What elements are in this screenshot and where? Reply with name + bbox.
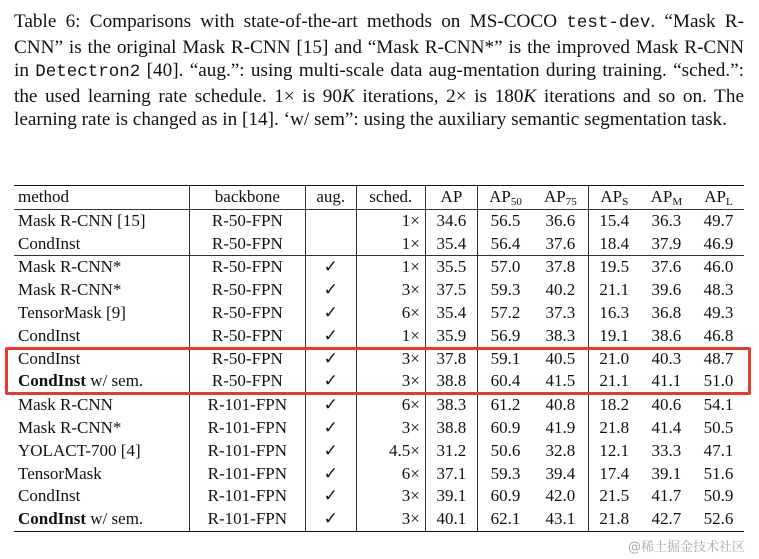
table-row (14, 209, 744, 232)
cell-ap75: 36.6 (533, 209, 588, 232)
cell-sched: 1× (356, 209, 425, 232)
cell-backbone: R-101-FPN (189, 485, 305, 508)
cell-aps: 17.4 (599, 463, 630, 483)
cell-apm: 42.7 (651, 509, 682, 529)
cell-ap75: 32.8 (533, 440, 588, 463)
watermark: @稀土掘金技术社区 (627, 540, 745, 555)
header-backbone: backbone (189, 186, 305, 210)
cell-aps: 21.1 (599, 371, 630, 391)
cell-apm: 33.3 (651, 440, 682, 460)
cell-ap75: 40.5 (533, 348, 588, 371)
cell-aps: 15.4 (599, 210, 630, 230)
cell-method: Mask R-CNN* (14, 256, 189, 279)
cell-method: TensorMask [9] (14, 302, 189, 325)
cell-sched: 6× (356, 463, 425, 486)
caption-k-1: K (341, 85, 355, 107)
caption-text-2: . “Mask R-CNN” is the original Mask R-CNN [15] and “Mask R-CNN*” is the improved Mask R-CNN in (14, 11, 744, 81)
cell-ap75: 41.9 (533, 417, 588, 440)
cell-sched: 6× (356, 302, 425, 325)
cell-backbone: R-50-FPN (189, 209, 305, 232)
cell-ap: 35.9 (425, 325, 477, 348)
cell-sched: 3× (356, 370, 425, 393)
caption-text-1: Table 6: Comparisons with state-of-the-art methods on MS-COCO (14, 11, 567, 32)
cell-ap50: 59.3 (490, 463, 521, 483)
cell-sched: 3× (356, 508, 425, 531)
cell-backbone: R-101-FPN (189, 463, 305, 486)
cell-ap50: 57.0 (490, 257, 521, 277)
cell-apl: 50.5 (703, 417, 734, 437)
cell-aug: ✓ (305, 302, 356, 325)
cell-aps: 18.2 (599, 395, 630, 415)
cell-ap50: 62.1 (490, 509, 521, 529)
cell-ap: 35.4 (425, 302, 477, 325)
cell-method: CondInst (14, 325, 189, 348)
cell-aug: ✓ (305, 417, 356, 440)
cell-backbone: R-50-FPN (189, 256, 305, 279)
cell-apl: 49.7 (703, 210, 734, 230)
group-baseline (14, 209, 744, 256)
header-aps: $AP_S$ (600, 187, 629, 208)
table-row (14, 348, 744, 371)
cell-method: Mask R-CNN [15] (14, 209, 189, 232)
cell-aps: 21.8 (599, 417, 630, 437)
cell-backbone: R-50-FPN (189, 233, 305, 256)
header-aug: aug. (305, 186, 356, 210)
cell-ap50: 59.1 (490, 348, 521, 368)
cell-aug: ✓ (305, 440, 356, 463)
cell-apl: 46.9 (703, 233, 734, 253)
cell-ap: 40.1 (425, 508, 477, 531)
cell-backbone: R-50-FPN (189, 348, 305, 371)
cell-method: CondInst (14, 348, 189, 371)
cell-backbone: R-50-FPN (189, 302, 305, 325)
cell-apl: 50.9 (703, 486, 734, 506)
cell-ap75: 38.3 (533, 325, 588, 348)
header-method: method (14, 186, 189, 210)
table-row (14, 508, 744, 531)
cell-apm: 41.4 (651, 417, 682, 437)
table-row (14, 325, 744, 348)
cell-ap75: 40.2 (533, 279, 588, 302)
cell-apl: 46.8 (703, 325, 734, 345)
cell-ap50: 60.4 (490, 371, 521, 391)
table-row (14, 302, 744, 325)
cell-ap: 38.8 (425, 417, 477, 440)
cell-apl: 54.1 (703, 395, 734, 415)
cell-ap75: 37.3 (533, 302, 588, 325)
cell-ap50: 59.3 (490, 280, 521, 300)
cell-aps: 21.0 (599, 348, 630, 368)
cell-apm: 41.1 (651, 371, 682, 391)
cell-backbone: R-50-FPN (189, 370, 305, 393)
cell-ap75: 40.8 (533, 394, 588, 417)
cell-apl: 48.3 (703, 280, 734, 300)
cell-method: CondInst (14, 233, 189, 256)
table-caption (14, 10, 744, 132)
cell-aug: ✓ (305, 508, 356, 531)
cell-sched: 1× (356, 256, 425, 279)
cell-backbone: R-50-FPN (189, 325, 305, 348)
cell-apm: 39.6 (651, 280, 682, 300)
cell-apm: 37.9 (651, 233, 682, 253)
table-row (14, 233, 744, 256)
cell-backbone: R-101-FPN (189, 417, 305, 440)
cell-ap: 31.2 (425, 440, 477, 463)
cell-backbone: R-101-FPN (189, 440, 305, 463)
cell-aps: 21.8 (599, 509, 630, 529)
cell-apm: 40.3 (651, 348, 682, 368)
caption-k-2: K (523, 85, 537, 107)
cell-ap75: 42.0 (533, 485, 588, 508)
cell-aug: ✓ (305, 256, 356, 279)
cell-method: TensorMask (14, 463, 189, 486)
cell-aug: ✓ (305, 325, 356, 348)
cell-ap: 38.3 (425, 394, 477, 417)
cell-apl: 51.6 (703, 463, 734, 483)
cell-apm: 36.8 (651, 302, 682, 322)
cell-sched: 6× (356, 394, 425, 417)
cell-apl: 49.3 (703, 302, 734, 322)
cell-backbone: R-101-FPN (189, 394, 305, 417)
results-table (14, 185, 744, 532)
cell-aps: 12.1 (599, 440, 630, 460)
cell-aug: ✓ (305, 348, 356, 371)
cell-ap: 34.6 (425, 209, 477, 232)
header-ap50: $AP_{50}$ (489, 187, 522, 208)
cell-sched: 4.5× (356, 440, 425, 463)
cell-ap75: 41.5 (533, 370, 588, 393)
table-row (14, 485, 744, 508)
cell-ap: 37.8 (425, 348, 477, 371)
cell-ap: 35.4 (425, 233, 477, 256)
cell-method: CondInst (14, 485, 189, 508)
cell-ap50: 56.9 (490, 325, 521, 345)
cell-apm: 38.6 (651, 325, 682, 345)
table-row (14, 463, 744, 486)
cell-apm: 39.1 (651, 463, 682, 483)
cell-ap50: 61.2 (490, 395, 521, 415)
caption-text-4: iterations, 2× is 180 (354, 85, 524, 107)
cell-backbone: R-101-FPN (189, 508, 305, 531)
cell-apl: 48.7 (703, 348, 734, 368)
header-apm: $AP_M$ (650, 187, 683, 208)
cell-ap: 37.1 (425, 463, 477, 486)
header-ap: AP (425, 186, 477, 210)
cell-aug: ✓ (305, 485, 356, 508)
cell-ap: 35.5 (425, 256, 477, 279)
cell-backbone: R-50-FPN (189, 279, 305, 302)
cell-method: Mask R-CNN* (14, 279, 189, 302)
cell-apl: 46.0 (703, 257, 734, 277)
group-r101 (14, 394, 744, 532)
cell-method: Mask R-CNN* (14, 417, 189, 440)
cell-aps: 16.3 (599, 302, 630, 322)
cell-apm: 40.6 (651, 395, 682, 415)
cell-ap75: 37.8 (533, 256, 588, 279)
table-row (14, 256, 744, 279)
table-row (14, 370, 744, 393)
cell-aps: 19.5 (599, 257, 630, 277)
cell-ap: 38.8 (425, 370, 477, 393)
table-row (14, 417, 744, 440)
header-apl: $AP_L$ (704, 187, 733, 208)
cell-apm: 36.3 (651, 210, 682, 230)
header-ap75: $AP_{75}$ (533, 186, 588, 210)
caption-text-5: iterations and so on. The learning rate is changed as in [14]. ‘w/ sem”: using the auxiliary semantic segmentation task. (14, 85, 744, 130)
cell-ap75: 39.4 (533, 463, 588, 486)
caption-text-3: [40]. “aug.”: using multi-scale data aug-mentation during training. “sched.”: the used learning rate schedule. 1× is 90 (14, 60, 744, 107)
cell-method: CondInst w/ sem. (14, 370, 189, 393)
cell-ap50: 50.6 (490, 440, 521, 460)
cell-apl: 47.1 (703, 440, 734, 460)
cell-apm: 37.6 (651, 257, 682, 277)
caption-code-test-dev: test-dev (566, 13, 651, 33)
cell-apl: 51.0 (703, 371, 734, 391)
cell-method: YOLACT-700 [4] (14, 440, 189, 463)
cell-sched: 1× (356, 325, 425, 348)
cell-ap50: 60.9 (490, 417, 521, 437)
table-row (14, 279, 744, 302)
header-sched: sched. (356, 186, 425, 210)
cell-aug (305, 209, 356, 232)
cell-ap: 37.5 (425, 279, 477, 302)
cell-ap50: 60.9 (490, 486, 521, 506)
cell-aps: 21.5 (599, 486, 630, 506)
cell-method: Mask R-CNN (14, 394, 189, 417)
cell-ap75: 37.6 (533, 233, 588, 256)
group-r50 (14, 256, 744, 394)
table-row (14, 440, 744, 463)
cell-aug: ✓ (305, 279, 356, 302)
cell-aps: 18.4 (599, 233, 630, 253)
cell-ap50: 56.4 (490, 233, 521, 253)
cell-ap50: 57.2 (490, 302, 521, 322)
cell-aug: ✓ (305, 370, 356, 393)
header-row (14, 186, 744, 210)
cell-ap75: 43.1 (533, 508, 588, 531)
cell-aug: ✓ (305, 394, 356, 417)
cell-method: CondInst w/ sem. (14, 508, 189, 531)
cell-sched: 3× (356, 348, 425, 371)
cell-apl: 52.6 (703, 509, 734, 529)
caption-code-detectron2: Detectron2 (35, 62, 141, 82)
cell-aps: 21.1 (599, 280, 630, 300)
cell-aug: ✓ (305, 463, 356, 486)
cell-ap50: 56.5 (490, 210, 521, 230)
cell-aps: 19.1 (599, 325, 630, 345)
cell-sched: 3× (356, 485, 425, 508)
cell-sched: 1× (356, 233, 425, 256)
table-row (14, 394, 744, 417)
cell-sched: 3× (356, 279, 425, 302)
cell-sched: 3× (356, 417, 425, 440)
cell-aug (305, 233, 356, 256)
cell-apm: 41.7 (651, 486, 682, 506)
cell-ap: 39.1 (425, 485, 477, 508)
